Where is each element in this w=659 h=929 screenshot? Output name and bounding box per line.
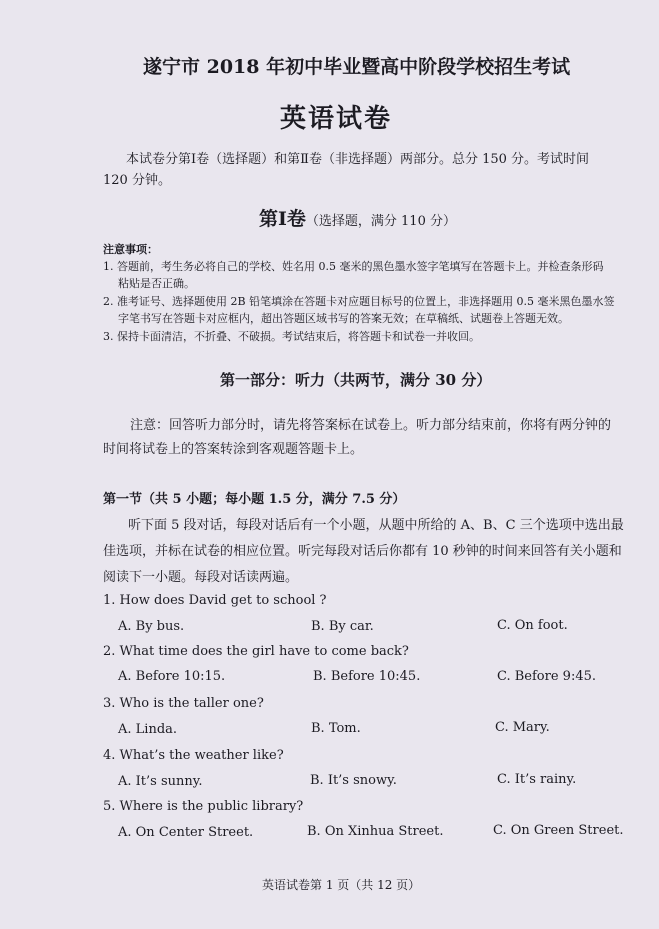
part1-title: 第一部分：听力（共两节，满分 30 分）: [220, 371, 492, 389]
notice-item-2-line-2: 字笔书写在答题卡对应框内，超出答题区域书写的答案无效；在草稿纸、试题卷上答题无效。: [118, 312, 569, 325]
question-2-option-c: C. Before 9:45.: [497, 669, 596, 684]
section1-instruction-line-3: 阅读下一小题。每段对话读两遍。: [103, 570, 299, 585]
notice-item-2-line-1: 2. 准考证号、选择题使用 2B 铅笔填涂在答题卡对应题目标号的位置上，非选择题用 0.5 毫米黑色墨水签: [103, 295, 615, 308]
question-4-option-a: A. It’s sunny.: [118, 774, 203, 789]
exam-title: 遂宁市 2018 年初中毕业暨高中阶段学校招生考试: [143, 56, 571, 78]
question-5-option-b: B. On Xinhua Street.: [307, 824, 444, 839]
question-5: 5. Where is the public library?: [103, 799, 304, 814]
question-1-option-b: B. By car.: [311, 619, 374, 634]
question-5-option-a: A. On Center Street.: [118, 825, 254, 840]
volume-title: 第Ⅰ卷: [259, 208, 306, 230]
question-2-option-a: A. Before 10:15.: [118, 669, 226, 684]
part1-note-line-2: 时间将试卷上的答案转涂到客观题答题卡上。: [103, 442, 364, 457]
notice-item-1-line-1: 1. 答题前，考生务必将自己的学校、姓名用 0.5 毫米的黑色墨水签字笔填写在答题卡上。并检查条形码: [103, 260, 604, 273]
paper-subtitle: 英语试卷: [280, 104, 393, 134]
section1-instruction-line-2: 佳选项，并标在试卷的相应位置。听完每段对话后你都有 10 秒钟的时间来回答有关小题和: [103, 544, 622, 559]
notice-item-1-line-2: 粘贴是否正确。: [118, 277, 195, 290]
volume-note: （选择题，满分 110 分）: [305, 214, 456, 229]
question-2: 2. What time does the girl have to come back?: [103, 644, 409, 659]
volume-heading: [259, 204, 456, 231]
question-4: 4. What’s the weather like?: [103, 748, 284, 763]
notice-item-3-line-1: 3. 保持卡面清洁，不折叠、不破损。考试结束后，将答题卡和试卷一并收回。: [103, 330, 480, 343]
question-2-option-b: B. Before 10:45.: [313, 669, 421, 684]
question-5-option-c: C. On Green Street.: [493, 823, 624, 838]
question-3: 3. Who is the taller one?: [103, 696, 264, 711]
intro-line-1: 本试卷分第Ⅰ卷（选择题）和第Ⅱ卷（非选择题）两部分。总分 150 分。考试时间: [126, 152, 590, 167]
question-1-option-c: C. On foot.: [497, 618, 568, 633]
question-1: 1. How does David get to school ?: [103, 593, 327, 608]
part1-note-line-1: 注意：回答听力部分时，请先将答案标在试卷上。听力部分结束前，你将有两分钟的: [130, 418, 612, 433]
question-4-option-c: C. It’s rainy.: [497, 772, 577, 787]
question-3-option-b: B. Tom.: [311, 721, 361, 736]
question-4-option-b: B. It’s snowy.: [310, 773, 397, 788]
question-1-option-a: A. By bus.: [118, 619, 185, 634]
question-3-option-c: C. Mary.: [495, 720, 550, 735]
intro-line-2: 120 分钟。: [103, 173, 171, 188]
notice-heading: 注意事项：: [103, 243, 158, 256]
section1-title: 第一节（共 5 小题；每小题 1.5 分，满分 7.5 分）: [103, 492, 406, 507]
question-3-option-a: A. Linda.: [118, 722, 178, 737]
section1-instruction-line-1: 听下面 5 段对话，每段对话后有一个小题，从题中所给的 A、B、C 三个选项中选出最: [128, 518, 624, 533]
page-footer: 英语试卷第 1 页（共 12 页）: [262, 878, 421, 892]
